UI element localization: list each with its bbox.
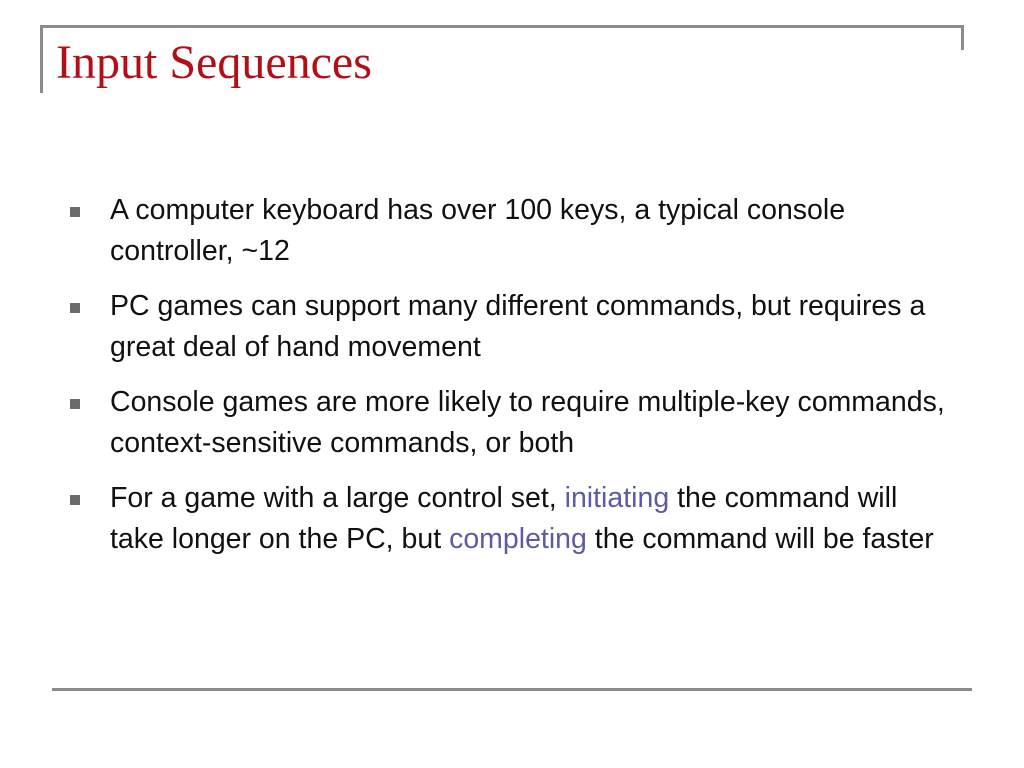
bullet-item-keyboard-keys: [70, 190, 950, 272]
highlight-initiating: initiating: [564, 482, 670, 514]
bottom-divider-line: [52, 688, 972, 691]
title-bracket-vertical-line: [40, 25, 43, 93]
bullet-text: Console games are more likely to require multiple-key commands, context-sensitive commands, or both: [110, 386, 945, 459]
slide-title: Input Sequences: [56, 36, 372, 89]
square-bullet-icon: [70, 303, 80, 313]
bullet-text-part: the command will take longer on the PC, but: [110, 482, 898, 555]
highlight-completing: completing: [449, 523, 587, 555]
bullet-text: PC games can support many different commands, but requires a great deal of hand movement: [110, 290, 926, 363]
square-bullet-icon: [70, 399, 80, 409]
bullet-text-part: the command will be faster: [586, 523, 934, 555]
bullet-item-large-control-set: [70, 478, 950, 560]
square-bullet-icon: [70, 207, 80, 217]
bullet-list: [70, 190, 950, 574]
bullet-text-part: For a game with a large control set,: [110, 482, 565, 514]
bullet-text: A computer keyboard has over 100 keys, a typical console controller, ~12: [110, 194, 846, 267]
title-bracket-right-tick: [961, 25, 964, 50]
bullet-item-pc-games: [70, 286, 950, 368]
title-bracket-horizontal-line: [40, 25, 964, 28]
square-bullet-icon: [70, 495, 80, 505]
bullet-item-console-games: [70, 382, 950, 464]
